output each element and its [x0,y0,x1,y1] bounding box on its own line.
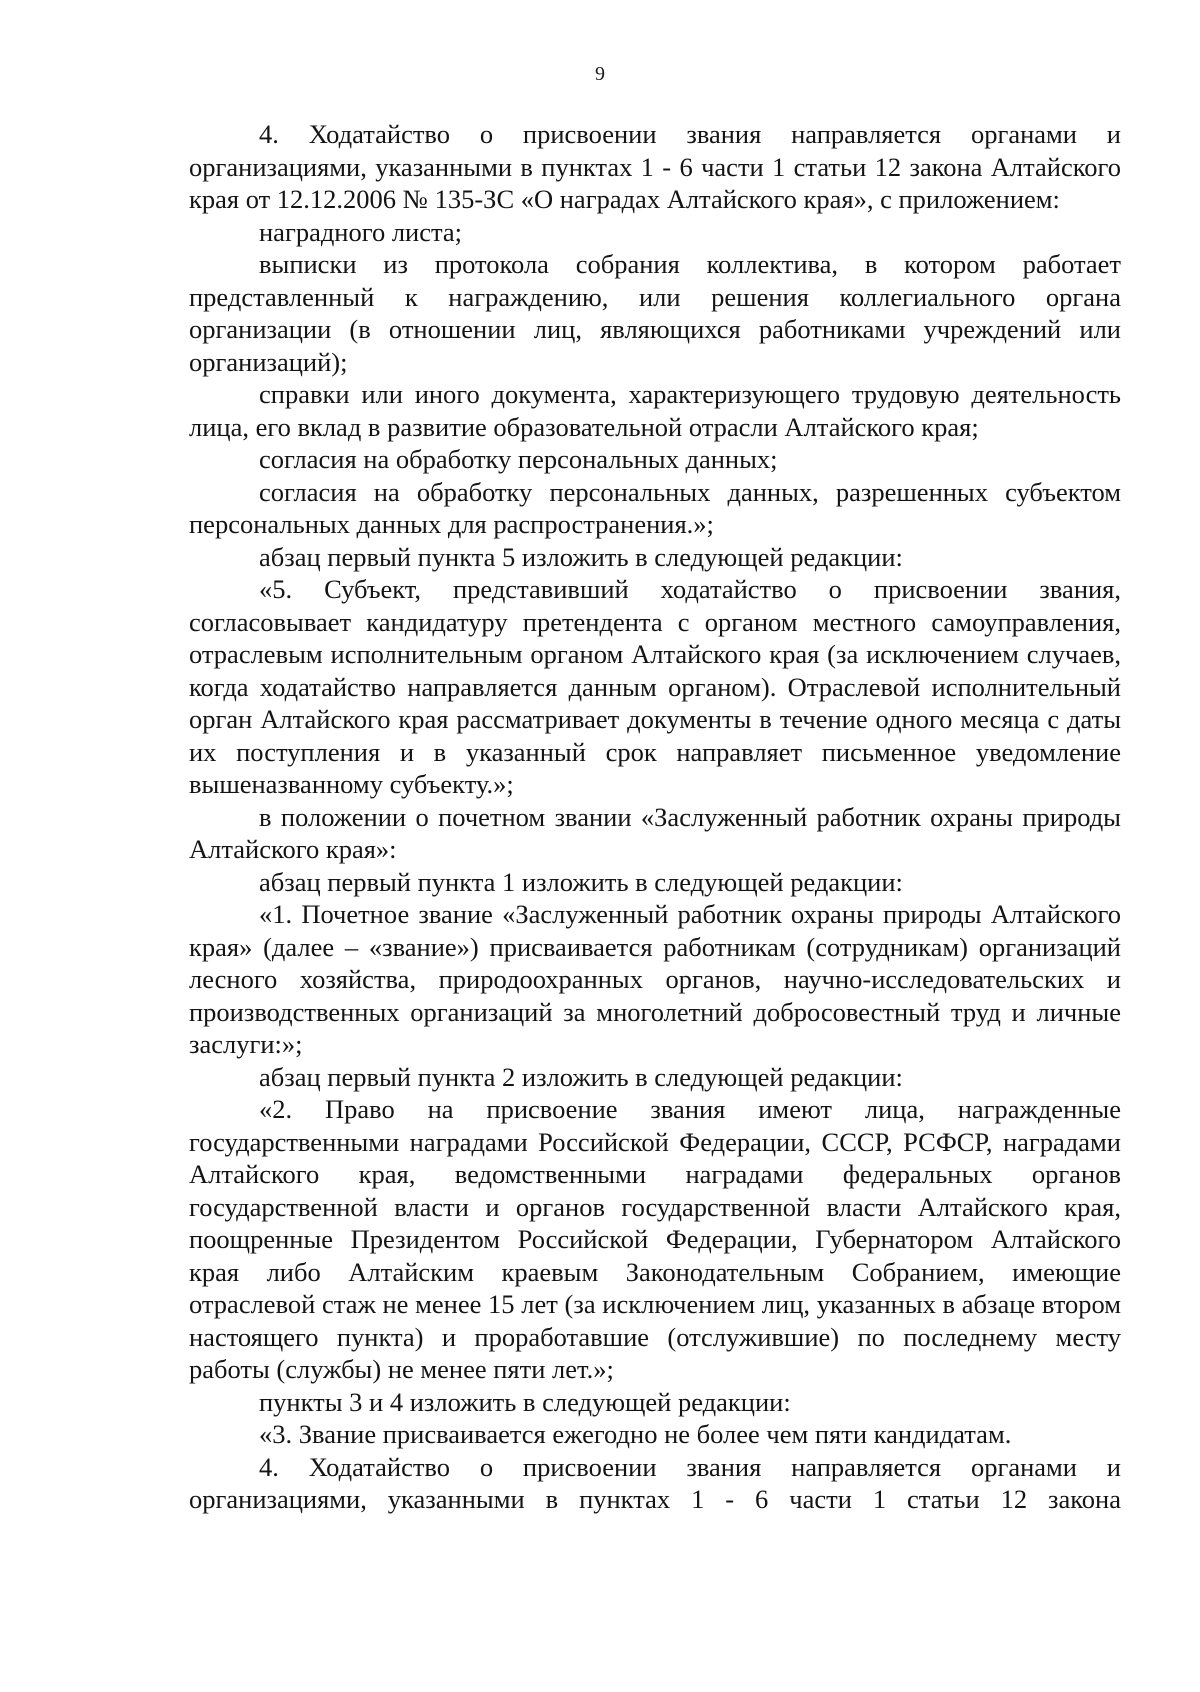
page-number: 9 [595,63,605,85]
paragraph-item2-instruction: абзац первый пункта 2 изложить в следующей редакции: [259,1061,903,1092]
paragraph-award-sheet: наградного листа; [259,216,463,247]
paragraph-items3-4-instruction: пункты 3 и 4 изложить в следующей редакции: [259,1386,791,1417]
paragraph-item2-text: «2. Право на присвоение звания имеют лица, награжденные государственными наградами Российской Федерации, СССР, РСФСР, наградами Алтайского края, ведомственными наградами федеральных органов государственной власти и органов государственной власти Алтайского края, поощренные Президентом Российской Федерации, Губернатором Алтайского края либо Алтайским краевым Законодательным Собранием, имеющие отраслевой стаж не менее 15 лет (за исключением лиц, указанных в абзаце втором настоящего пункта) и проработавшие (отслужившие) по последнему месту работы (службы) не менее пяти лет.»; [189,1094,1121,1384]
paragraph-item4-text: 4. Ходатайство о присвоении звания направляется органами и организациями, указанными в пунктах 1 - 6 части 1 статьи 12 закона [189,1451,1121,1514]
paragraph-item1-instruction: абзац первый пункта 1 изложить в следующей редакции: [259,866,903,897]
paragraph-item5-instruction: абзац первый пункта 5 изложить в следующей редакции: [259,541,903,572]
paragraph-item1-text: «1. Почетное звание «Заслуженный работник охраны природы Алтайского края» (далее – «звание») присваивается работникам (сотрудникам) организаций лесного хозяйства, природоохранных органов, научно-исследовательских и производственных организаций за многолетний добросовестный труд и личные заслуги:»; [189,899,1121,1059]
paragraph-data-consent: согласия на обработку персональных данных; [259,444,778,474]
paragraph-data-distribution-consent: согласия на обработку персональных данных, разрешенных субъектом персональных данных для распространения.»; [189,476,1121,539]
paragraph-meeting-protocol: выписки из протокола собрания коллектива, в котором работает представленный к награждению, или решения коллегиального органа организации (в отношении лиц, являющихся работниками учреждений или организаций); [189,249,1121,377]
paragraph-nature-protection-regulation: в положении о почетном звании «Заслуженный работник охраны природы Алтайского края»: [189,801,1121,864]
paragraph-item5-text: «5. Субъект, представивший ходатайство о присвоении звания, согласовывает кандидатуру претендента с органом местного самоуправления, отраслевым исполнительным органом Алтайского края (за исключением случаев, когда ходатайство направляется данным органом). Отраслевой исполнительный орган Алтайского края рассматривает документы в течение одного месяца с даты их поступления и в указанный срок направляет письменное уведомление вышеназванному субъекту.»; [189,574,1121,799]
paragraph-petition-intro: 4. Ходатайство о присвоении звания направляется органами и организациями, указанными в пунктах 1 - 6 части 1 статьи 12 закона Алтайского края от 12.12.2006 № 135-ЗС «О наградах Алтайского края», с приложением: [189,119,1121,214]
document-body [189,118,1121,1516]
paragraph-work-reference: справки или иного документа, характеризующего трудовую деятельность лица, его вклад в развитие образовательной отрасли Алтайского края; [189,379,1121,442]
paragraph-item3-text: «3. Звание присваивается ежегодно не более чем пяти кандидатам. [259,1419,1012,1449]
